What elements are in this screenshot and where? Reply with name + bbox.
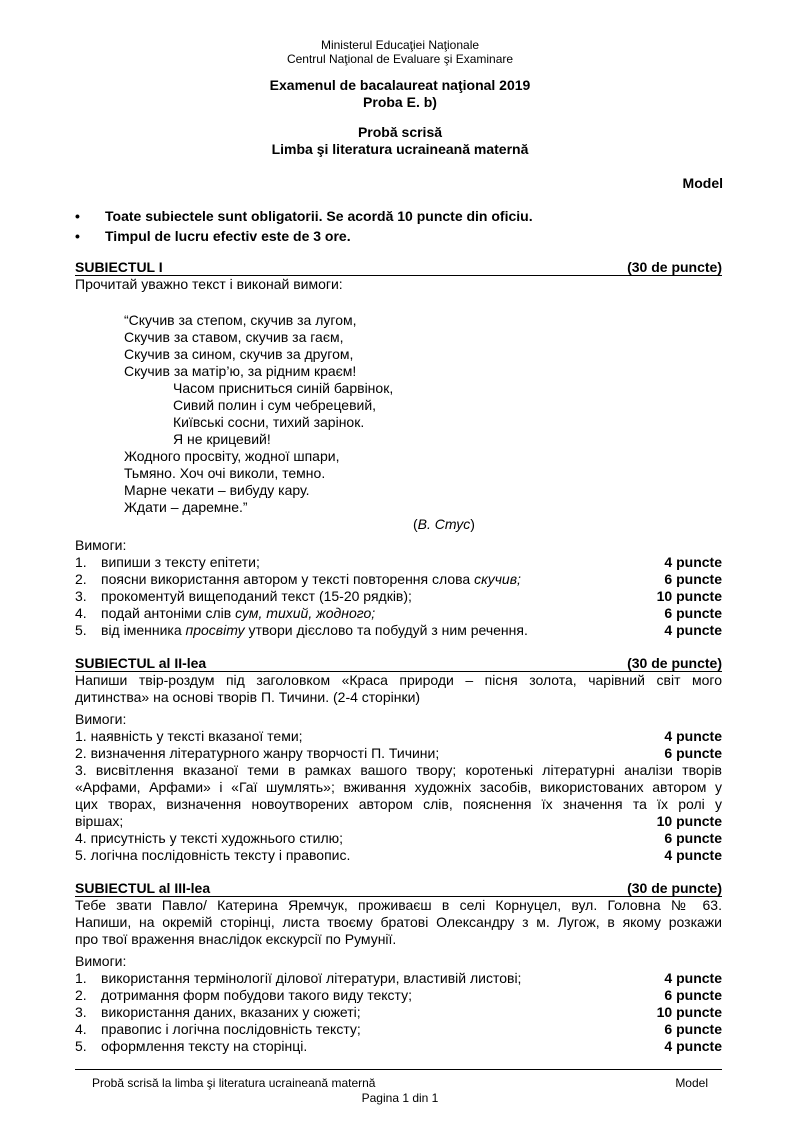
exam-page: Ministerul Educaţiei Naţionale Centrul Naţional de Evaluare şi Examinare Examenul de bacalaureat naţional 2019 Proba E. b) Probă scrisă Limba şi literatura ucraineană maternă Model • Toate subiectele sunt obligatorii. Se acordă 10 puncte din oficiu. • Timpul de lucru efectiv este de 3 ore. SUBIECTUL I (30 de puncte) Прочитай уважно текст і виконай вимоги: “Скучив за степом, скучив за лугом, Скучив за ставом, скучив за гаєм, Скучив за сином, скучив за другом, Скучив за матір’ю, за рідним краєм! Часом присниться синій барвінок, Сивий полин і сум чебрецевий, Київські сосни, тихий зарінок. Я не крицевий! Жодного просвіту, жодної шпари, Тьмяно. Хоч очі виколи, темно. Марне чекати – вибуду кару. Ждати – даремне.” (В. Стус) Вимоги: 1. випиши з тексту епітети; 4 puncte 2. поясни використання автором у тексті повторення слова скучив; 6 puncte 3. прокоментуй вищеподаний текст (15-20 рядків); 10 puncte 4. подай антоніми слів сум, тихий, жодного; 6 puncte 5. від іменника просвіту утвори дієслово та побудуй з ним речення. 4 puncte SUBIECTUL al II-lea (30 de puncte) Напиши твір-роздум під заголовком «Краса природи – пісня золота, чарівний світ мого дитинства» на основі творів П. Тичини. (2-4 сторінки) Вимоги: 1. наявність у тексті вказаної теми; 4 puncte 2. визначення літературного жанру творчості П. Тичини; 6 puncte 3. висвітлення вказаної теми в рамках вашого твору; коротенькі літературні аналізи творів «Арфами, Арфами» і «Гаї шумлять»; вживання художніх засобів, використованих автором у цих творах, визначення новоутворених автором слів, пояснення їх значення та їх ролі у віршах; 10 puncte 4. присутність у тексті художнього стилю; 6 puncte 5. логічна послідовність тексту і правопис. 4 puncte SUBIECTUL al III-lea (30 de puncte) Тебе звати Павло/ Катерина Яремчук, проживаєш в селі Корнуцел, вул. Головна № 63. Напиши, на окремій сторінці, листа твоєму братові Олександру з м. Лугож, в якому розкажи про твої враження внаслідок екскурсії по Румунії. Вимоги: 1. використання термінології ділової літератури, властивій листові; 4 puncte 2. дотримання форм побудови такого виду тексту; 6 puncte 3. використання даних, вказаних у сюжеті; 10 puncte 4. правопис і логічна послідовність тексту; 6 puncte 5. оформлення тексту на сторінці. 4 puncte Probă scrisă la limba şi literatura ucraineană maternă Model Pagina 1 din 1 [0, 0, 800, 1132]
requirement-points: 10 puncte [656, 1004, 722, 1020]
poem-line: Ждати – даремне.” [124, 499, 248, 515]
section-title: SUBIECTUL I [75, 259, 163, 275]
poem-line: “Скучив за степом, скучив за лугом, [124, 312, 357, 328]
requirement-points: 4 puncte [664, 970, 722, 986]
requirement-points: 6 puncte [664, 987, 722, 1003]
proba-title: Proba E. b) [363, 94, 437, 110]
section-3-header [75, 880, 722, 897]
requirement-row: 3. висвітлення вказаної теми в рамках вашого твору; коротенькі літературні аналізи творів «Арфами, Арфами» і «Гаї шумлять»; вживання художніх засобів, використованих автором у цих творах, визначення новоутворених автором слів, пояснення їх значення та їх ролі у віршах; 10 puncte [75, 762, 722, 829]
requirement-points: 4 puncte [664, 728, 722, 744]
poem-line: Скучив за ставом, скучив за гаєм, [124, 329, 344, 345]
requirement-points: 4 puncte [664, 554, 722, 570]
bullet-icon: • [75, 208, 80, 224]
section-1-intro: Прочитай уважно текст і виконай вимоги: [75, 276, 343, 292]
footer-right: Model [675, 1076, 708, 1090]
poem-line: Марне чекати – вибуду кару. [124, 482, 310, 498]
section-points: (30 de puncte) [627, 259, 722, 275]
section-points: (30 de puncte) [627, 880, 722, 896]
page-number: Pagina 1 din 1 [361, 1091, 439, 1105]
section-1-header [75, 259, 722, 276]
bullet-icon: • [75, 228, 80, 244]
requirement-points: 4 puncte [664, 1038, 722, 1054]
requirement-points: 10 puncte [656, 588, 722, 604]
requirements-label: Вимоги: [75, 537, 127, 553]
poem-line: Жодного просвіту, жодної шпари, [124, 448, 340, 464]
footer-left: Probă scrisă la limba şi literatura ucraineană maternă [92, 1076, 376, 1090]
section-2-header [75, 655, 722, 672]
requirement-points: 6 puncte [664, 605, 722, 621]
poem-line: Часом присниться синій барвінок, [173, 380, 394, 396]
poem-line: Скучив за матір’ю, за рідним краєм! [124, 363, 357, 379]
model-label: Model [682, 175, 723, 191]
requirements-label: Вимоги: [75, 953, 127, 969]
section-3-intro: Тебе звати Павло/ Катерина Яремчук, проживаєш в селі Корнуцел, вул. Головна № 63. Напиши, на окремій сторінці, листа твоєму братові Олександру з м. Лугож, в якому розкажи про твої враження внаслідок екскурсії по Румунії. [75, 897, 722, 947]
requirement-row: 2. визначення літературного жанру творчості П. Тичини; 6 puncte [75, 745, 722, 761]
requirement-points: 6 puncte [664, 1021, 722, 1037]
poem-author: (В. Стус) [413, 516, 475, 532]
poem-line: Тьмяно. Хоч очі виколи, темно. [124, 465, 326, 481]
ministry-name: Ministerul Educaţiei Naţionale [320, 38, 480, 52]
requirement-row: 4. присутність у тексті художнього стилю; 6 puncte [75, 830, 722, 846]
subject-title: Limba şi literatura ucraineană maternă [271, 141, 529, 157]
footer-divider [75, 1069, 722, 1070]
exam-title: Examenul de bacalaureat naţional 2019 [269, 77, 531, 93]
requirement-points: 4 puncte [664, 622, 722, 638]
requirement-points: 10 puncte [656, 813, 722, 829]
proba-scrisa: Probă scrisă [357, 124, 443, 140]
section-title: SUBIECTUL al III-lea [75, 880, 211, 896]
requirement-row: 5. логічна послідовність тексту і правопис. 4 puncte [75, 847, 722, 863]
requirement-points: 6 puncte [664, 830, 722, 846]
section-points: (30 de puncte) [627, 655, 722, 671]
section-title: SUBIECTUL al II-lea [75, 655, 207, 671]
requirement-points: 6 puncte [664, 571, 722, 587]
section-2-intro: Напиши твір-роздум під заголовком «Краса природи – пісня золота, чарівний світ мого дитинства» на основі творів П. Тичини. (2-4 сторінки) [75, 672, 722, 705]
poem-line: Київські сосни, тихий зарінок. [173, 414, 365, 430]
center-name: Centrul Naţional de Evaluare şi Examinare [286, 52, 514, 66]
requirements-label: Вимоги: [75, 711, 127, 727]
requirement-row: 1. наявність у тексті вказаної теми; 4 puncte [75, 728, 722, 744]
requirement-points: 6 puncte [664, 745, 722, 761]
poem-line: Сивий полин і сум чебрецевий, [173, 397, 377, 413]
poem-line: Я не крицевий! [173, 431, 271, 447]
requirement-points: 4 puncte [664, 847, 722, 863]
poem-line: Скучив за сином, скучив за другом, [124, 346, 354, 362]
